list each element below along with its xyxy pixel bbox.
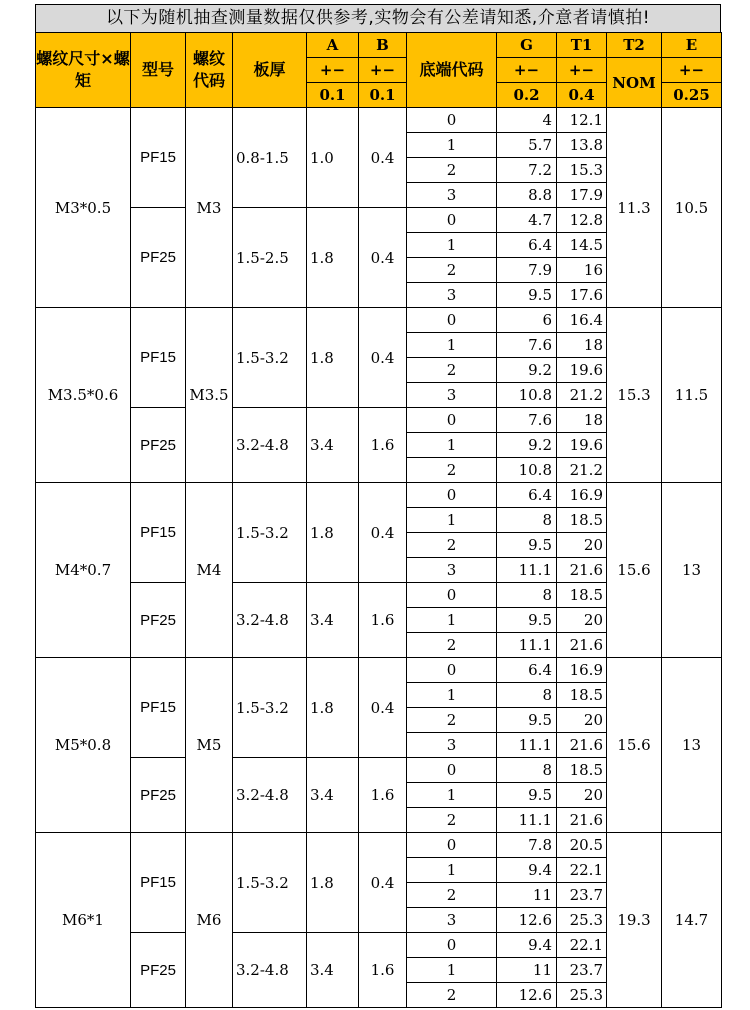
bottom-code-cell: 2 [407,808,497,833]
g-value-cell: 8 [497,508,557,533]
g-value-cell: 7.2 [497,158,557,183]
g-value-cell: 11.1 [497,808,557,833]
t1-value-cell: 16.4 [557,308,607,333]
g-value-cell: 4 [497,108,557,133]
thread-size-cell: M6*1 [36,833,131,1008]
t1-value-cell: 15.3 [557,158,607,183]
a-value-cell: 3.4 [307,408,359,483]
t1-value-cell: 16 [557,258,607,283]
e-value-cell: 13 [662,483,722,658]
a-value-cell: 1.8 [307,833,359,933]
model-cell: PF25 [131,933,186,1008]
header-b: B [359,33,407,58]
b-value-cell: 1.6 [359,758,407,833]
g-value-cell: 9.5 [497,283,557,308]
g-value-cell: 11.1 [497,633,557,658]
t1-value-cell: 21.6 [557,633,607,658]
thickness-cell: 0.8-1.5 [233,108,307,208]
bottom-code-cell: 3 [407,908,497,933]
b-value-cell: 0.4 [359,308,407,408]
bottom-code-cell: 1 [407,133,497,158]
t1-value-cell: 20.5 [557,833,607,858]
table-row [36,108,722,133]
header-t1-tol: 0.4 [557,83,607,108]
t1-value-cell: 25.3 [557,908,607,933]
bottom-code-cell: 0 [407,658,497,683]
t1-value-cell: 16.9 [557,658,607,683]
model-cell: PF15 [131,108,186,208]
g-value-cell: 12.6 [497,908,557,933]
bottom-code-cell: 2 [407,533,497,558]
b-value-cell: 0.4 [359,208,407,308]
g-value-cell: 11 [497,883,557,908]
thread-code-cell: M3 [186,108,233,308]
a-value-cell: 1.8 [307,658,359,758]
bottom-code-cell: 1 [407,508,497,533]
g-value-cell: 8 [497,758,557,783]
bottom-code-cell: 3 [407,383,497,408]
g-value-cell: 9.5 [497,608,557,633]
t1-value-cell: 18.5 [557,758,607,783]
bottom-code-cell: 2 [407,358,497,383]
e-value-cell: 11.5 [662,308,722,483]
a-value-cell: 3.4 [307,758,359,833]
a-value-cell: 1.0 [307,108,359,208]
g-value-cell: 11.1 [497,733,557,758]
g-value-cell: 12.6 [497,983,557,1008]
t1-value-cell: 19.6 [557,358,607,383]
g-value-cell: 8 [497,683,557,708]
thickness-cell: 1.5-3.2 [233,483,307,583]
t1-value-cell: 16.9 [557,483,607,508]
g-value-cell: 6.4 [497,658,557,683]
table-header [36,33,722,108]
t1-value-cell: 22.1 [557,858,607,883]
t1-value-cell: 22.1 [557,933,607,958]
t1-value-cell: 20 [557,783,607,808]
b-value-cell: 0.4 [359,833,407,933]
bottom-code-cell: 1 [407,333,497,358]
t1-value-cell: 12.8 [557,208,607,233]
model-cell: PF25 [131,408,186,483]
header-a: A [307,33,359,58]
b-value-cell: 0.4 [359,108,407,208]
bottom-code-cell: 3 [407,283,497,308]
bottom-code-cell: 1 [407,433,497,458]
bottom-code-cell: 2 [407,983,497,1008]
g-value-cell: 7.9 [497,258,557,283]
thread-size-cell: M3*0.5 [36,108,131,308]
disclaimer-banner: 以下为随机抽查测量数据仅供参考,实物会有公差请知悉,介意者请慎拍! [35,4,721,32]
bottom-code-cell: 0 [407,108,497,133]
header-g-tol: 0.2 [497,83,557,108]
g-value-cell: 9.5 [497,533,557,558]
e-value-cell: 13 [662,658,722,833]
bottom-code-cell: 1 [407,608,497,633]
header-thickness: 板厚 [233,33,307,108]
e-value-cell: 14.7 [662,833,722,1008]
t1-value-cell: 21.6 [557,733,607,758]
thread-size-cell: M4*0.7 [36,483,131,658]
t1-value-cell: 18.5 [557,683,607,708]
bottom-code-cell: 0 [407,583,497,608]
t1-value-cell: 14.5 [557,233,607,258]
t2-value-cell: 15.6 [607,483,662,658]
g-value-cell: 9.5 [497,708,557,733]
b-value-cell: 0.4 [359,483,407,583]
g-value-cell: 6.4 [497,483,557,508]
spec-sheet [35,4,721,1008]
t1-value-cell: 17.9 [557,183,607,208]
g-value-cell: 9.5 [497,783,557,808]
bottom-code-cell: 1 [407,683,497,708]
bottom-code-cell: 0 [407,408,497,433]
bottom-code-cell: 1 [407,958,497,983]
bottom-code-cell: 3 [407,733,497,758]
thickness-cell: 1.5-2.5 [233,208,307,308]
bottom-code-cell: 2 [407,708,497,733]
thickness-cell: 3.2-4.8 [233,758,307,833]
model-cell: PF25 [131,583,186,658]
t2-value-cell: 19.3 [607,833,662,1008]
header-thread-code: 螺纹代码 [186,33,233,108]
a-value-cell: 1.8 [307,208,359,308]
t1-value-cell: 18.5 [557,583,607,608]
header-a-tol: 0.1 [307,83,359,108]
thread-code-cell: M5 [186,658,233,833]
header-e-tol: 0.25 [662,83,722,108]
g-value-cell: 6.4 [497,233,557,258]
table-row [36,483,722,508]
a-value-cell: 1.8 [307,483,359,583]
b-value-cell: 0.4 [359,658,407,758]
g-value-cell: 9.2 [497,433,557,458]
bottom-code-cell: 1 [407,783,497,808]
g-value-cell: 5.7 [497,133,557,158]
spec-table [35,32,722,1008]
bottom-code-cell: 3 [407,183,497,208]
header-e-tol-sign: +− [662,58,722,83]
t1-value-cell: 18.5 [557,508,607,533]
t1-value-cell: 20 [557,533,607,558]
thickness-cell: 1.5-3.2 [233,658,307,758]
bottom-code-cell: 1 [407,233,497,258]
a-value-cell: 3.4 [307,933,359,1008]
header-e: E [662,33,722,58]
table-row [36,308,722,333]
table-row [36,833,722,858]
model-cell: PF25 [131,208,186,308]
t1-value-cell: 21.2 [557,458,607,483]
t2-value-cell: 11.3 [607,108,662,308]
header-b-tol-sign: +− [359,58,407,83]
header-model: 型号 [131,33,186,108]
bottom-code-cell: 2 [407,883,497,908]
bottom-code-cell: 0 [407,208,497,233]
thickness-cell: 1.5-3.2 [233,308,307,408]
thread-size-cell: M5*0.8 [36,658,131,833]
t1-value-cell: 23.7 [557,883,607,908]
g-value-cell: 7.6 [497,408,557,433]
g-value-cell: 8.8 [497,183,557,208]
t1-value-cell: 19.6 [557,433,607,458]
header-t1-tol-sign: +− [557,58,607,83]
g-value-cell: 9.4 [497,933,557,958]
header-t2-nom: NOM [607,58,662,108]
model-cell: PF15 [131,833,186,933]
t1-value-cell: 12.1 [557,108,607,133]
header-g-tol-sign: +− [497,58,557,83]
thickness-cell: 3.2-4.8 [233,583,307,658]
bottom-code-cell: 0 [407,833,497,858]
t1-value-cell: 21.6 [557,558,607,583]
a-value-cell: 1.8 [307,308,359,408]
header-g: G [497,33,557,58]
thread-code-cell: M3.5 [186,308,233,483]
t1-value-cell: 23.7 [557,958,607,983]
header-b-tol: 0.1 [359,83,407,108]
table-body [36,108,722,1008]
t2-value-cell: 15.6 [607,658,662,833]
header-bottom-code: 底端代码 [407,33,497,108]
t1-value-cell: 21.2 [557,383,607,408]
header-t2: T2 [607,33,662,58]
thread-code-cell: M6 [186,833,233,1008]
t1-value-cell: 13.8 [557,133,607,158]
header-t1: T1 [557,33,607,58]
thickness-cell: 3.2-4.8 [233,408,307,483]
t1-value-cell: 25.3 [557,983,607,1008]
g-value-cell: 9.2 [497,358,557,383]
bottom-code-cell: 0 [407,308,497,333]
g-value-cell: 4.7 [497,208,557,233]
bottom-code-cell: 0 [407,933,497,958]
t1-value-cell: 18 [557,408,607,433]
bottom-code-cell: 2 [407,458,497,483]
t1-value-cell: 20 [557,608,607,633]
model-cell: PF25 [131,758,186,833]
model-cell: PF15 [131,658,186,758]
bottom-code-cell: 1 [407,858,497,883]
b-value-cell: 1.6 [359,933,407,1008]
b-value-cell: 1.6 [359,583,407,658]
bottom-code-cell: 2 [407,158,497,183]
g-value-cell: 8 [497,583,557,608]
model-cell: PF15 [131,483,186,583]
g-value-cell: 10.8 [497,383,557,408]
bottom-code-cell: 0 [407,758,497,783]
header-a-tol-sign: +− [307,58,359,83]
a-value-cell: 3.4 [307,583,359,658]
bottom-code-cell: 2 [407,633,497,658]
bottom-code-cell: 3 [407,558,497,583]
bottom-code-cell: 0 [407,483,497,508]
g-value-cell: 11 [497,958,557,983]
g-value-cell: 11.1 [497,558,557,583]
thread-code-cell: M4 [186,483,233,658]
e-value-cell: 10.5 [662,108,722,308]
g-value-cell: 7.8 [497,833,557,858]
g-value-cell: 7.6 [497,333,557,358]
b-value-cell: 1.6 [359,408,407,483]
table-row [36,658,722,683]
t2-value-cell: 15.3 [607,308,662,483]
t1-value-cell: 17.6 [557,283,607,308]
t1-value-cell: 20 [557,708,607,733]
bottom-code-cell: 2 [407,258,497,283]
g-value-cell: 10.8 [497,458,557,483]
t1-value-cell: 21.6 [557,808,607,833]
t1-value-cell: 18 [557,333,607,358]
model-cell: PF15 [131,308,186,408]
thickness-cell: 3.2-4.8 [233,933,307,1008]
thread-size-cell: M3.5*0.6 [36,308,131,483]
header-thread-size: 螺纹尺寸×螺矩 [36,33,131,108]
thickness-cell: 1.5-3.2 [233,833,307,933]
g-value-cell: 9.4 [497,858,557,883]
g-value-cell: 6 [497,308,557,333]
